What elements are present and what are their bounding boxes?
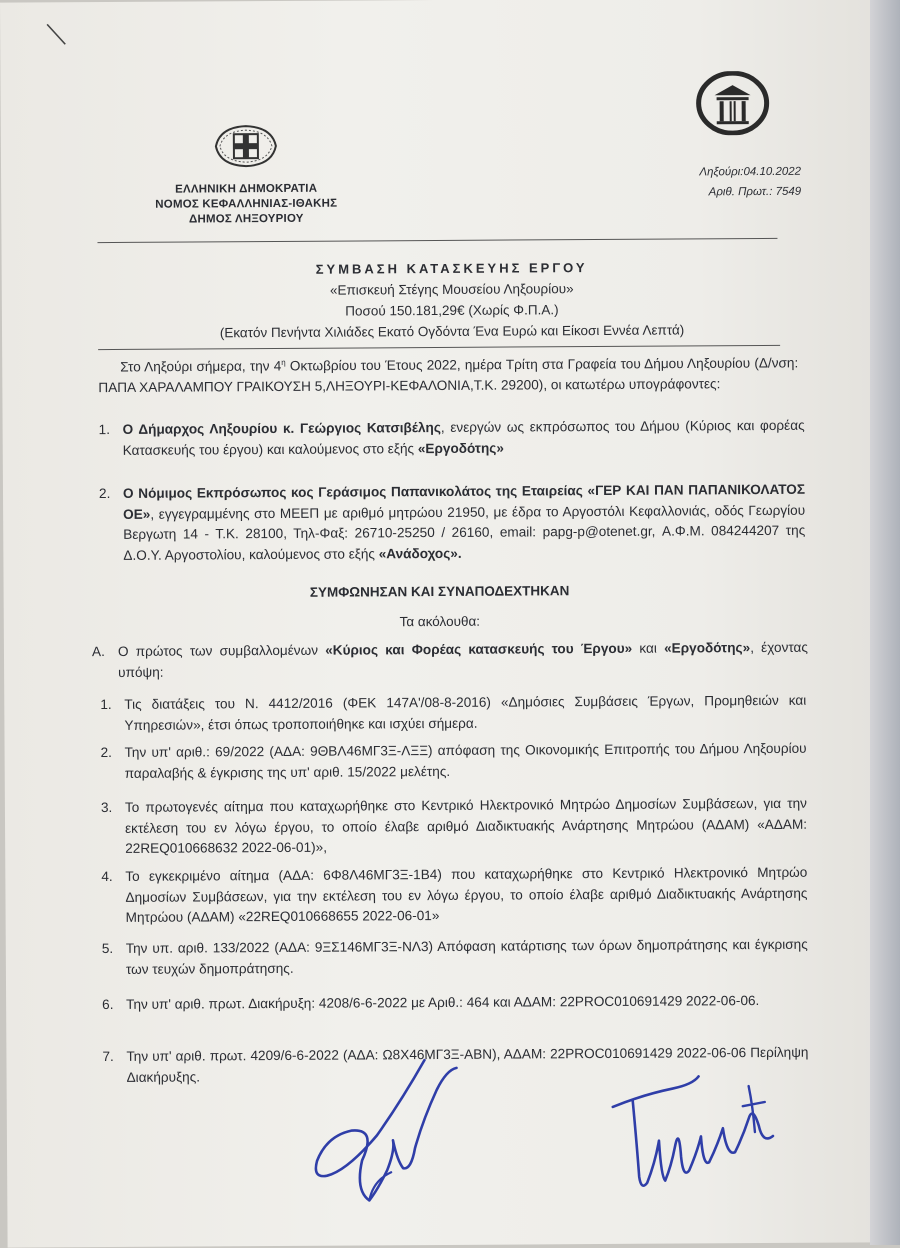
party-contractor: 2. Ο Νόμιμος Εκπρόσωπος κος Γεράσιμος Παπανικολάτος της Εταιρείας «ΓΕΡ ΚΑΙ ΠΑΝ ΠΑΠΑΝΙΚΟΛΑΤΟΣ ΟΕ», εγγεγραμμένης στο ΜΕΕΠ με αριθμό μητρώου 21950, με έδρα το Αργοστόλι Κεφαλλονιάς, οδός Γεωργίου Βεργωτη 14 - Τ.Κ. 28100, Τηλ-Φαξ: 26710-25250 / 26160, email: papg-p@otenet.gr, Α.Φ.Μ. 084244207 της Δ.Ο.Υ. Αργοστολίου, καλούμενος στο εξής «Ανάδοχος». <box>98 481 806 563</box>
header-divider <box>97 238 777 243</box>
page-edge-shadow <box>870 0 900 1245</box>
contractor-signature <box>603 1066 804 1197</box>
letterhead <box>121 120 372 228</box>
contract-title-block <box>102 256 803 344</box>
list-item: 6. Την υπ' αριθ. πρωτ. Διακήρυξη: 4208/6-6-2022 με Αριθ.: 464 και ΑΔΑΜ: 22PROC010691429 2022-06-06. <box>102 993 760 1013</box>
pen-mark-icon <box>45 22 69 48</box>
municipal-seal-icon <box>694 71 770 135</box>
document-meta <box>611 162 801 203</box>
contract-title: ΣΥΜΒΑΣΗ ΚΑΤΑΣΚΕΥΗΣ ΕΡΓΟΥ <box>315 260 588 277</box>
following-label: Τα ακόλουθα: <box>399 613 481 630</box>
list-item: 3. Το πρωτογενές αίτημα που καταχωρήθηκε στο Κεντρικό Ηλεκτρονικό Μητρώο Δημοσίων Συμβάσεων, για την εκτέλεση του εν λόγω έργου, το οποίο έλαβε αριθμό Διαδικτυακής Ανάρτησης Μητρώου (ΑΔΑΜ) «ΑΔΑΜ: 22REQ010668632 2022-06-01)», <box>100 795 808 856</box>
protocol-number: Αριθ. Πρωτ.: 7549 <box>708 185 802 199</box>
intro-paragraph: Στο Ληξούρι σήμερα, την $4^\eta$ Οκτωβρίου του Έτους 2022, ημέρα Τρίτη στα Γραφεία του Δήμου Ληξουρίου (Δ/νση: ΠΑΠΑ ΧΑΡΑΛΑΜΠΟΥ ΓΡΑΙΚΟΥΣΗ 5,ΛΗΞΟΥΡΙ-ΚΕΦΑΛΟΝΙΑ,Τ.Κ. 29200), οι κατωτέρω υπογράφοντες: <box>98 355 799 396</box>
list-item: 5. Την υπ. αριθ. 133/2022 (ΑΔΑ: 9ΞΣ146ΜΓ3Ξ-ΝΛ3) Απόφαση κατάρτισης των όρων δημοπράτησης και έγκρισης των τευχών δημοπράτησης. <box>101 936 808 977</box>
party-employer: 1. Ο Δήμαρχος Ληξουρίου κ. Γεώργιος Κατσιβέλης, ενεργών ως εκπρόσωπος του Δήμου (Κύριος και φορέας Κατασκευής του έργου) και καλούμενος στο εξής «Εργοδότης» <box>98 417 805 458</box>
project-name: «Επισκευή Στέγης Μουσείου Ληξουρίου» <box>329 281 574 298</box>
place-date: Ληξούρι:04.10.2022 <box>699 165 802 179</box>
list-item: 4. Το εγκεκριμένο αίτημα (ΑΔΑ: 6Φ8Λ46ΜΓ3Ξ-1Β4) που καταχωρήθηκε στο Κεντρικό Ηλεκτρονικό Μητρώο Δημοσίων Συμβάσεων, για την εκτέλεση του εν λόγω έργου, το οποίο έλαβε αριθμό Διαδικτυακής Ανάρτησης Μητρώου (ΑΔΑΜ) «22REQ010668655 2022-06-01» <box>101 864 808 925</box>
list-item: 1. Τις διατάξεις του Ν. 4412/2016 (ΦΕΚ 147Α'/08-8-2016) «Δημόσιες Συμβάσεις Έργων, Προμηθειών και Υπηρεσιών», έτσι όπως τροποποιήθηκε και ισχύει σήμερα. <box>100 692 807 733</box>
contract-amount: Ποσού 150.181,29€ (Χωρίς Φ.Π.Α.) <box>345 302 559 319</box>
amount-in-words: (Εκατόν Πενήντα Χιλιάδες Εκατό Ογδόντα Ένα Ευρώ και Είκοσι Εννέα Λεπτά) <box>219 322 685 341</box>
section-a: Α. Ο πρώτος των συμβαλλομένων «Κύριος και Φορέας κατασκευής του Έργου» και «Εργοδότης», έχοντας υπόψη: <box>91 639 808 680</box>
list-item: 7. Την υπ' αριθ. πρωτ. 4209/6-6-2022 (ΑΔΑ: Ω8Χ46ΜΓ3Ξ-ΑΒΝ), ΑΔΑΜ: 22PROC010691429 2022-06-06 Περίληψη Διακήρυξης. <box>102 1044 809 1085</box>
list-item: 2. Την υπ' αριθ.: 69/2022 (ΑΔΑ: 9ΘΒΛ46ΜΓ3Ξ-ΛΞΞ) απόφαση της Οικονομικής Επιτροπής του Δήμου Ληξουρίου παραλαβής & έγκρισης της υπ' αριθ. 15/2022 μελέτης. <box>100 740 807 781</box>
agreement-heading: ΣΥΜΦΩΝΗΣΑΝ ΚΑΙ ΣΥΝΑΠΟΔΕΧΤΗΚΑΝ <box>309 583 570 600</box>
employer-signature <box>306 1050 467 1221</box>
municipality-name: ΔΗΜΟΣ ΛΗΞΟΥΡΙΟΥ <box>188 212 304 226</box>
country-name: ΕΛΛΗΝΙΚΗ ΔΗΜΟΚΡΑΤΙΑ <box>175 182 318 196</box>
prefecture-name: ΝΟΜΟΣ ΚΕΦΑΛΛΗΝΙΑΣ-ΙΘΑΚΗΣ <box>155 197 338 211</box>
title-divider <box>98 345 780 350</box>
greek-emblem-icon <box>210 121 282 171</box>
